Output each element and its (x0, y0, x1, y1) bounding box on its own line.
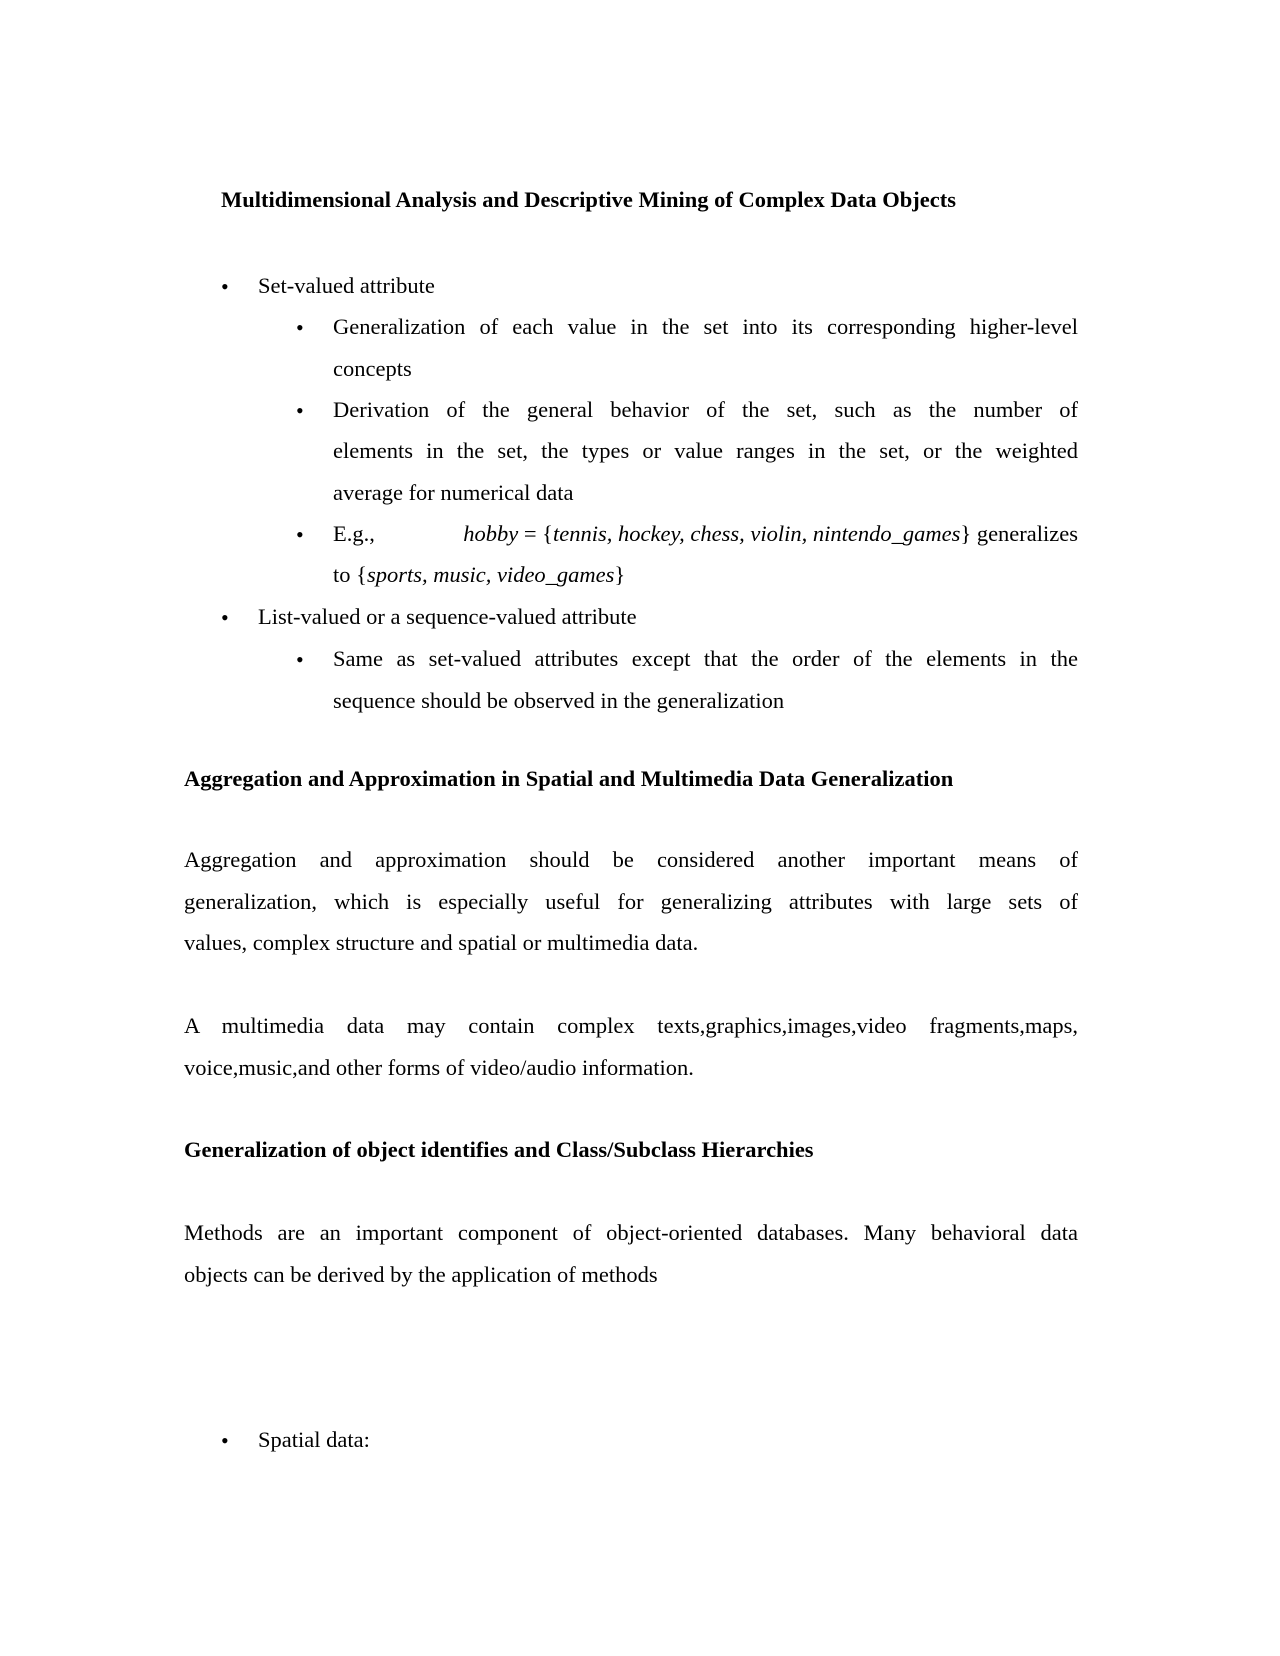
para-aggregation-line2: generalization, which is especially useful for generalizing attributes with large sets of (184, 889, 1078, 914)
list-valued-sub1-line1: Same as set-valued attributes except that the order of the elements in the (333, 646, 1078, 671)
heading-complex-data-objects: Multidimensional Analysis and Descriptive Mining of Complex Data Objects (221, 187, 957, 212)
set-valued-sub2-line2: elements in the set, the types or value ranges in the set, or the weighted (333, 438, 1078, 463)
para-multimedia-line2: voice,music,and other forms of video/audio information. (184, 1055, 694, 1080)
bullet-glyph: • (296, 315, 304, 340)
set-valued-sub1-line2: concepts (333, 356, 412, 381)
bullet-glyph: • (296, 647, 304, 672)
example-to: to { (333, 562, 367, 587)
bullet-glyph: • (221, 605, 229, 630)
para-methods-line1: Methods are an important component of object-oriented databases. Many behavioral data (184, 1220, 1078, 1245)
example-eq: = { (518, 521, 553, 546)
set-valued-example-line1 (333, 520, 1078, 548)
para-aggregation-line1: Aggregation and approximation should be considered another important means of (184, 847, 1078, 872)
bullet-glyph: • (221, 274, 229, 299)
set-valued-sub2-line1: Derivation of the general behavior of the set, such as the number of (333, 397, 1078, 422)
para-aggregation-line3: values, complex structure and spatial or multimedia data. (184, 930, 699, 955)
set-valued-sub1-line1: Generalization of each value in the set into its corresponding higher-level (333, 314, 1078, 339)
example-expression (463, 520, 1078, 548)
example-close: } (614, 562, 626, 587)
heading-aggregation-approximation: Aggregation and Approximation in Spatial and Multimedia Data Generalization (184, 766, 954, 791)
para-multimedia-line1: A multimedia data may contain complex texts,graphics,images,video fragments,maps, (184, 1013, 1078, 1038)
example-generalizes: } generalizes (960, 521, 1078, 546)
bullet-glyph: • (296, 522, 304, 547)
spatial-data-label: Spatial data: (258, 1427, 370, 1452)
heading-object-identifiers: Generalization of object identifies and Class/Subclass Hierarchies (184, 1137, 814, 1162)
bullet-glyph: • (296, 398, 304, 423)
example-targets: sports, music, video_games (366, 562, 615, 587)
set-valued-sub2-line3: average for numerical data (333, 480, 574, 505)
para-methods-line2: objects can be derived by the application of methods (184, 1262, 658, 1287)
set-valued-example-line2 (333, 561, 625, 589)
example-items: tennis, hockey, chess, violin, nintendo_games (552, 521, 961, 546)
list-valued-sub1-line2: sequence should be observed in the generalization (333, 688, 785, 713)
example-hobby: hobby (463, 521, 519, 546)
bullet-glyph: • (221, 1428, 229, 1453)
set-valued-label: Set-valued attribute (258, 273, 435, 298)
example-eg: E.g., (333, 521, 375, 546)
list-valued-label: List-valued or a sequence-valued attribute (258, 604, 637, 629)
